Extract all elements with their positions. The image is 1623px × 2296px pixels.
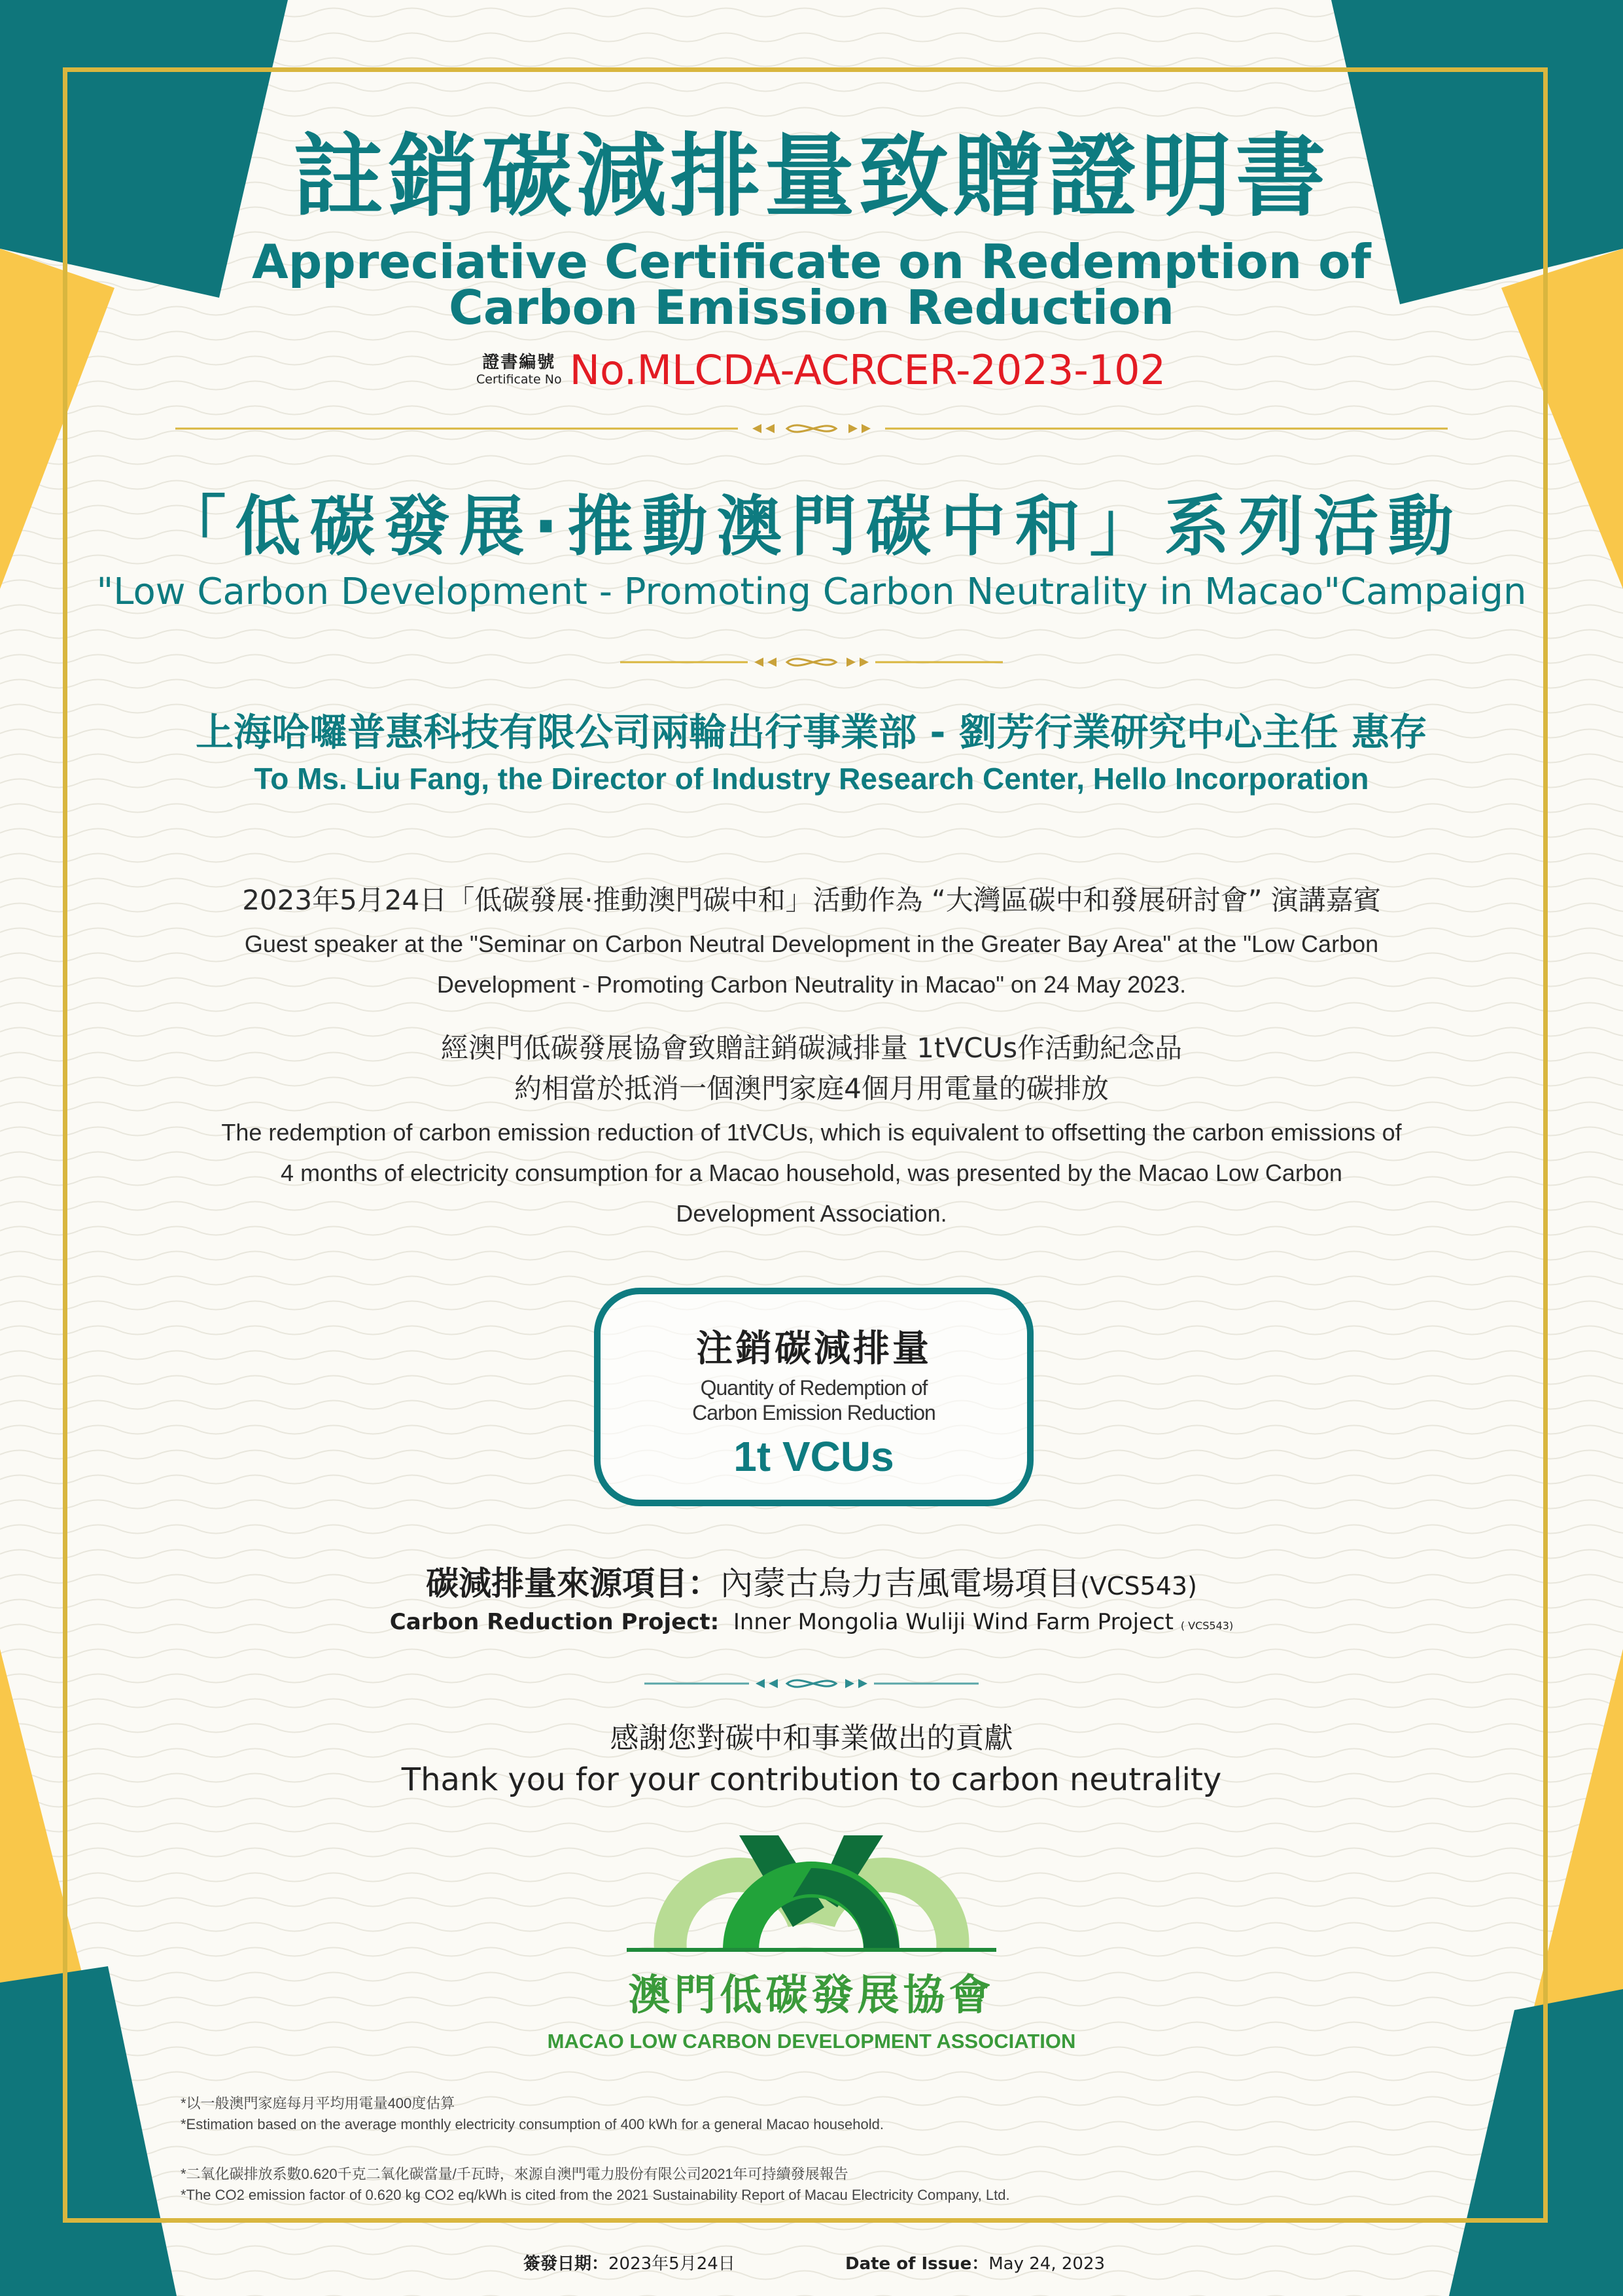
- project-label-zh: 碳減排量來源項目：: [426, 1564, 721, 1602]
- body-p2-en-line1: The redemption of carbon emission reduction of 1tVCUs, which is equivalent to offsetting the carbon emissions of: [221, 1119, 1402, 1146]
- certificate-number: No.MLCDA-ACRCER-2023-102: [569, 345, 1166, 394]
- project-label-en: Carbon Reduction Project:: [389, 1609, 720, 1635]
- project-en: [0, 1606, 1623, 1642]
- issue-value-zh: 2023年5月24日: [608, 2254, 735, 2274]
- footnote-1-en: *Estimation based on the average monthly electricity consumption of 400 kWh for a general Macao household.: [181, 2116, 884, 2132]
- divider-ornament-3: [644, 1674, 979, 1693]
- title-english-line1: Appreciative Certificate on Redemption of: [252, 234, 1371, 289]
- project-value-en: Inner Mongolia Wuliji Wind Farm Project: [733, 1609, 1174, 1635]
- divider-ornament-1: [175, 419, 1448, 438]
- campaign-title-zh: 「低碳發展·推動澳門碳中和」系列活動: [160, 488, 1463, 565]
- recipient-en: To Ms. Liu Fang, the Director of Industry Research Center, Hello Incorporation: [254, 762, 1369, 796]
- title-chinese: 註銷碳減排量致贈證明書: [293, 124, 1330, 229]
- association-logo: [621, 1829, 1002, 1960]
- quantity-value: 1t VCUs: [733, 1433, 894, 1480]
- organization-name-zh: 澳門低碳發展協會: [628, 1971, 995, 2020]
- quantity-label-zh: 注銷碳減排量: [696, 1328, 932, 1370]
- quantity-label-en-line2: Carbon Emission Reduction: [692, 1401, 935, 1424]
- certificate-label-en: Certificate No: [476, 372, 562, 387]
- project-zh: [0, 1563, 1623, 1607]
- certificate-number-row: [476, 347, 1166, 393]
- recipient-zh: 上海哈囉普惠科技有限公司兩輪出行事業部 - 劉芳行業研究中心主任 惠存: [196, 710, 1427, 754]
- body-p2-zh-line2: 約相當於抵消一個澳門家庭4個月用電量的碳排放: [514, 1072, 1109, 1104]
- project-value-zh: 內蒙古烏力吉風電場項目: [720, 1564, 1081, 1602]
- body-p2-zh-line1: 經澳門低碳發展協會致贈註銷碳減排量 1tVCUs作活動紀念品: [440, 1032, 1183, 1064]
- issue-date-zh: [523, 2252, 735, 2276]
- body-p1-en-line2: Development - Promoting Carbon Neutrality in Macao" on 24 May 2023.: [436, 971, 1187, 998]
- organization-name-en: MACAO LOW CARBON DEVELOPMENT ASSOCIATION: [547, 2030, 1076, 2053]
- issue-value-en: May 24, 2023: [988, 2254, 1106, 2274]
- body-p2-en-line3: Development Association.: [676, 1200, 947, 1227]
- body-p1-en-line1: Guest speaker at the "Seminar on Carbon Neutral Development in the Greater Bay Area" at the "Low Carbon: [244, 930, 1379, 957]
- quantity-label-en-line1: Quantity of Redemption of: [700, 1376, 928, 1400]
- thanks-en: Thank you for your contribution to carbon neutrality: [401, 1761, 1222, 1798]
- issue-date-en: [845, 2252, 1105, 2276]
- body-p1-zh: 2023年5月24日「低碳發展·推動澳門碳中和」活動作為 “大灣區碳中和發展研討會” 演講嘉賓: [242, 884, 1381, 916]
- title-english-line2: Carbon Emission Reduction: [449, 280, 1174, 335]
- project-code-zh: (VCS543): [1080, 1572, 1197, 1600]
- issue-label-en: Date of Issue：: [845, 2254, 989, 2274]
- certificate-label-zh: 證書編號: [482, 353, 556, 372]
- issue-label-zh: 簽發日期：: [523, 2254, 609, 2274]
- footnote-2-en: *The CO2 emission factor of 0.620 kg CO2 eq/kWh is cited from the 2021 Sustainability Report of Macau Electricity Company, Ltd.: [181, 2187, 1010, 2203]
- divider-ornament-2: [620, 652, 1003, 672]
- campaign-title-en: "Low Carbon Development - Promoting Carbon Neutrality in Macao"Campaign: [96, 571, 1527, 613]
- project-code-en: ( VCS543): [1180, 1619, 1234, 1632]
- quantity-box: [594, 1288, 1034, 1506]
- footnote-2-zh: *二氧化碳排放系數0.620千克二氧化碳當量/千瓦時，來源自澳門電力股份有限公司2021年可持續發展報告: [181, 2166, 848, 2182]
- body-p2-en-line2: 4 months of electricity consumption for a Macao household, was presented by the Macao Low Carbon: [281, 1159, 1342, 1186]
- thanks-zh: 感謝您對碳中和事業做出的貢獻: [610, 1722, 1013, 1755]
- certificate-number-label: [476, 353, 562, 387]
- footnote-1-zh: *以一般澳門家庭每月平均用電量400度估算: [181, 2095, 455, 2111]
